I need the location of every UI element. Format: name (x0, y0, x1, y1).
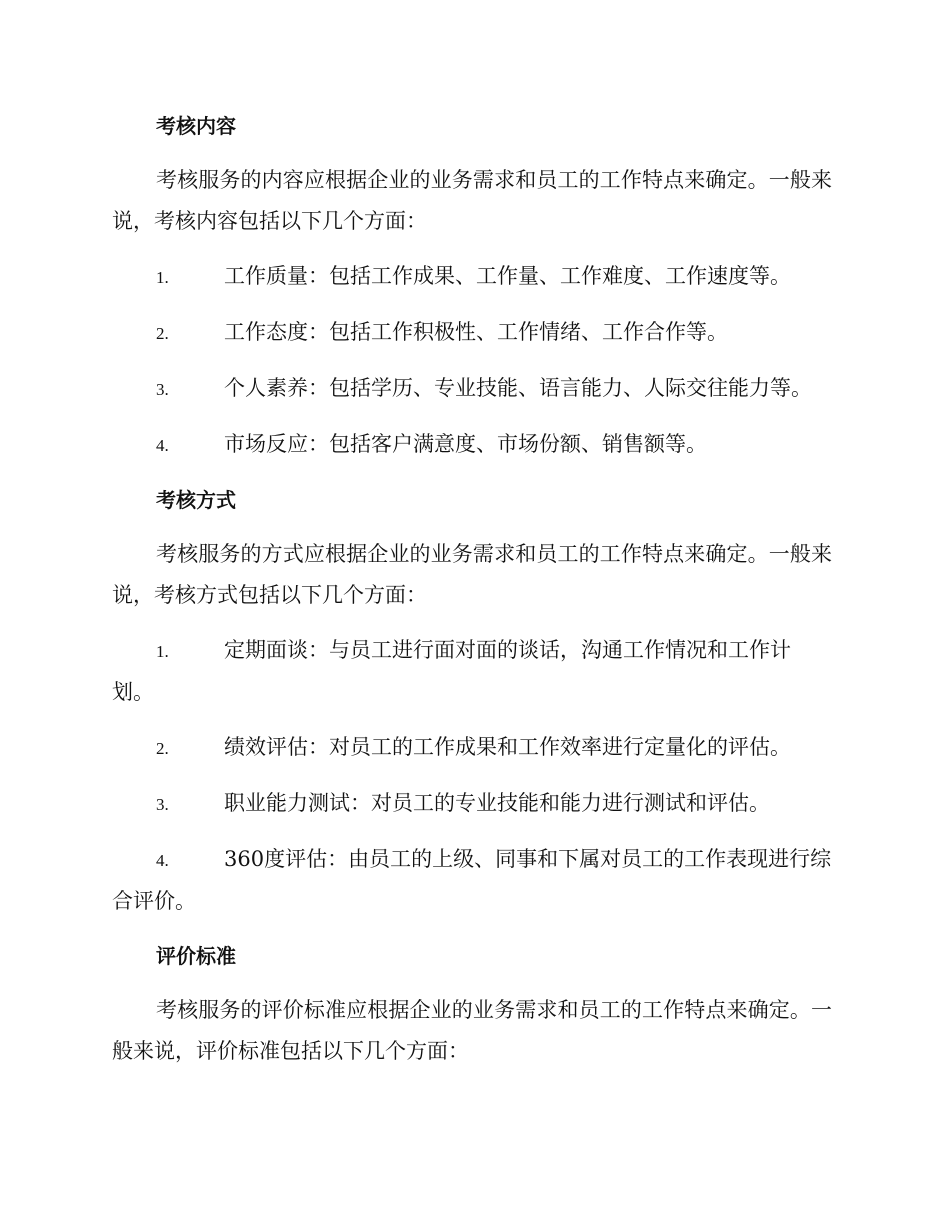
section-heading: 考核内容 (156, 114, 236, 138)
list-item (112, 256, 832, 298)
list-number: 2. (156, 324, 169, 343)
list-text: 工作质量：包括工作成果、工作量、工作难度、工作速度等。 (224, 264, 791, 288)
section-assessment-content (112, 106, 832, 466)
list-text: 工作态度：包括工作积极性、工作情绪、工作合作等。 (224, 320, 728, 344)
list-number: 2. (156, 739, 169, 758)
list-item (112, 424, 832, 466)
section-evaluation-criteria (112, 936, 832, 1072)
list-item (112, 783, 832, 825)
section-intro: 考核服务的方式应根据企业的业务需求和员工的工作特点来确定。一般来说，考核方式包括以下几个方面： (112, 542, 832, 607)
list-text: 市场反应：包括客户满意度、市场份额、销售额等。 (224, 432, 707, 456)
list-number: 4. (156, 436, 169, 455)
section-heading: 考核方式 (156, 488, 236, 512)
list-item (112, 727, 832, 769)
list-item (112, 312, 832, 354)
section-heading: 评价标准 (156, 944, 236, 968)
list-text: 定期面谈：与员工进行面对面的谈话，沟通工作情况和工作计划。 (112, 638, 791, 704)
list-number: 3. (156, 795, 169, 814)
list-number: 3. (156, 380, 169, 399)
list-number: 1. (156, 642, 169, 661)
section-intro: 考核服务的评价标准应根据企业的业务需求和员工的工作特点来确定。一般来说，评价标准包括以下几个方面： (112, 998, 832, 1063)
section-intro: 考核服务的内容应根据企业的业务需求和员工的工作特点来确定。一般来说，考核内容包括以下几个方面： (112, 168, 832, 233)
list-text: 职业能力测试：对员工的专业技能和能力进行测试和评估。 (224, 791, 770, 815)
list-item (112, 630, 832, 713)
list-text: 360度评估：由员工的上级、同事和下属对员工的工作表现进行综合评价。 (112, 847, 832, 913)
section-assessment-method (112, 480, 832, 922)
document-page (112, 106, 832, 1086)
list-text: 个人素养：包括学历、专业技能、语言能力、人际交往能力等。 (224, 376, 812, 400)
list-number: 1. (156, 268, 169, 287)
list-number: 4. (156, 851, 169, 870)
list-item (112, 839, 832, 922)
list-text: 绩效评估：对员工的工作成果和工作效率进行定量化的评估。 (224, 735, 791, 759)
list-item (112, 368, 832, 410)
